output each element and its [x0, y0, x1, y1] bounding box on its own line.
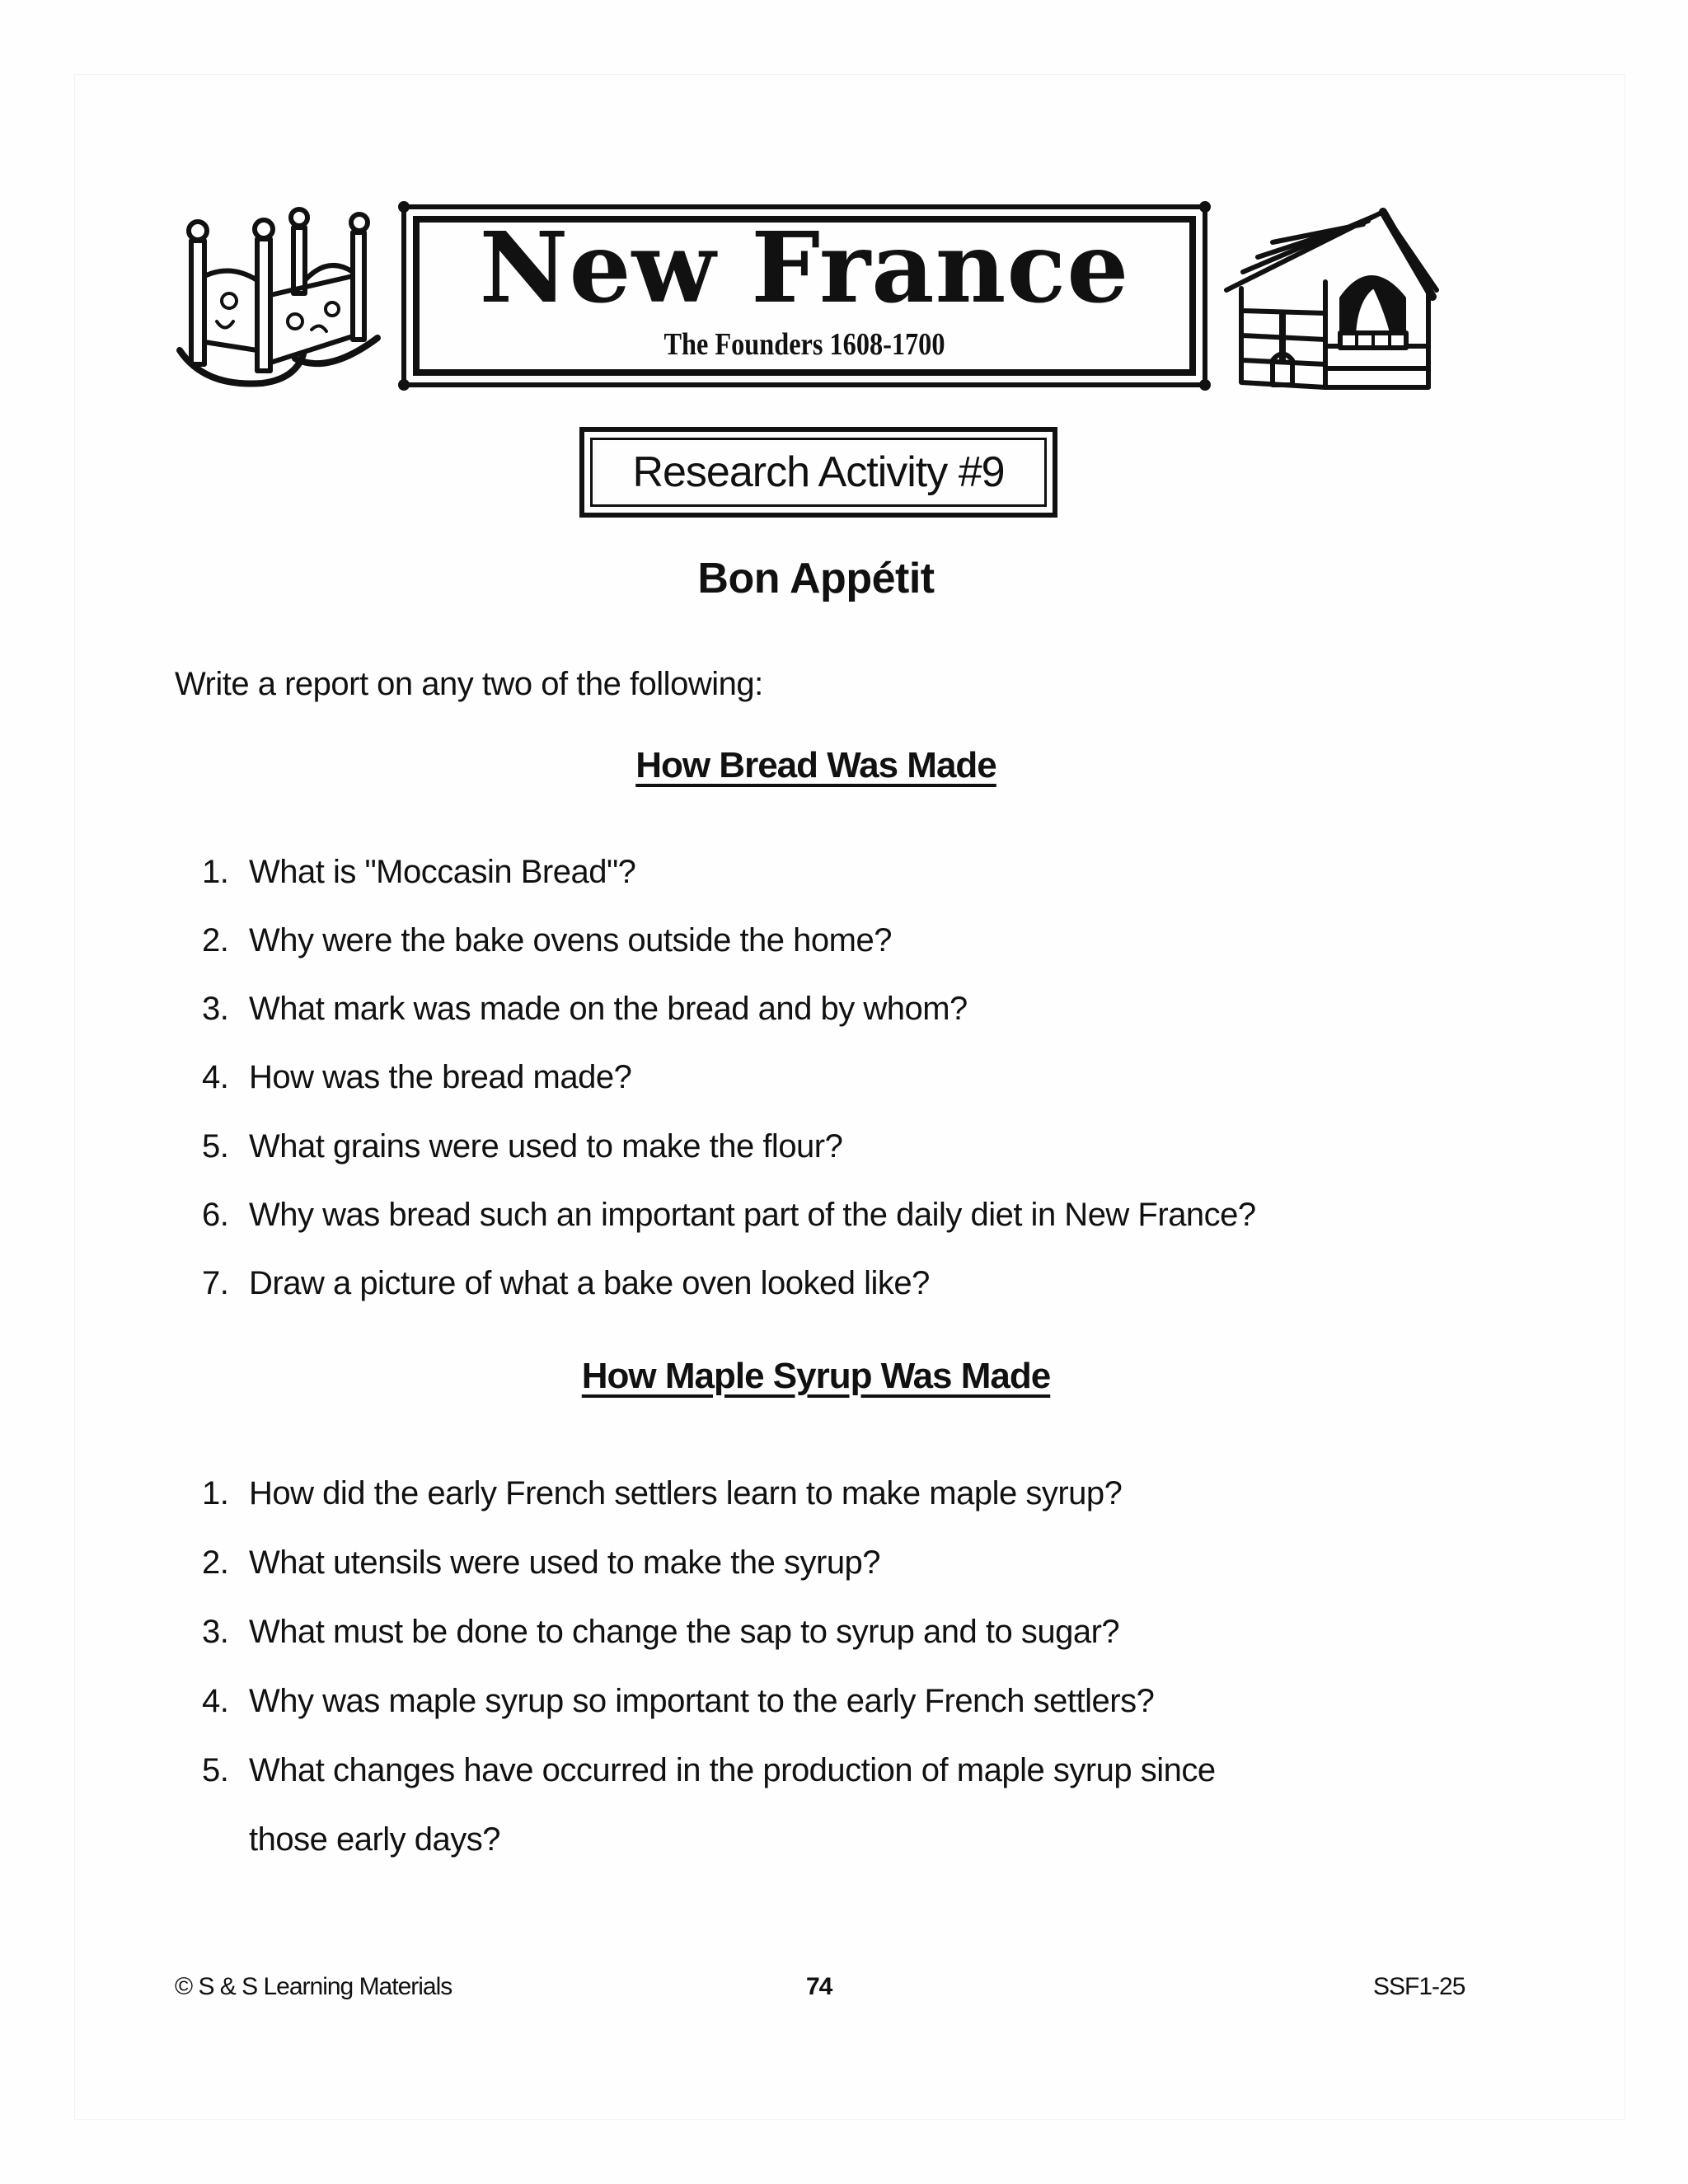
research-activity-label: Research Activity #9	[632, 448, 1005, 496]
item-text: How was the bread made?	[249, 1059, 632, 1095]
banner-corner-dot	[398, 201, 410, 213]
footer-page-number: 74	[806, 1973, 832, 2000]
item-number: 7.	[202, 1265, 229, 1301]
page-subtitle: The Founders 1608-1700	[663, 327, 945, 362]
instructions-text: Write a report on any two of the following:	[175, 666, 763, 702]
footer-code: SSF1-25	[1373, 1973, 1465, 2000]
item-text: What utensils were used to make the syrup?	[249, 1544, 881, 1581]
item-text: What mark was made on the bread and by whom?	[249, 991, 968, 1027]
item-number: 2.	[202, 1544, 229, 1581]
cradle-icon	[171, 198, 387, 389]
item-number: 3.	[202, 1614, 229, 1650]
item-number: 6.	[202, 1197, 229, 1233]
research-activity-inner	[590, 438, 1047, 507]
item-number: 1.	[202, 854, 229, 890]
item-text: Why was bread such an important part of the daily diet in New France?	[249, 1197, 1256, 1233]
item-number: 5.	[202, 1752, 229, 1788]
item-text: Draw a picture of what a bake oven looked like?	[249, 1265, 930, 1301]
item-number: 4.	[202, 1683, 229, 1719]
footer-copyright: © S & S Learning Materials	[175, 1973, 452, 2000]
item-text: Why were the bake ovens outside the home?	[249, 922, 892, 958]
section-heading-text: How Bread Was Made	[635, 745, 996, 785]
item-number: 4.	[202, 1059, 229, 1095]
banner-corner-dot	[398, 379, 410, 391]
banner-corner-dot	[1199, 379, 1211, 391]
item-text: What changes have occurred in the production of maple syrup since	[249, 1752, 1216, 1788]
page-title: New France	[479, 210, 1130, 325]
item-number: 1.	[202, 1475, 229, 1511]
item-text: What is "Moccasin Bread"?	[249, 854, 636, 890]
title-banner	[401, 204, 1207, 387]
section-heading-text: How Maple Syrup Was Made	[581, 1356, 1051, 1396]
section-heading-bread	[0, 745, 1632, 786]
item-number: 3.	[202, 991, 229, 1027]
banner-corner-dot	[1199, 201, 1211, 213]
research-activity-box	[579, 427, 1057, 518]
item-text: Why was maple syrup so important to the early French settlers?	[249, 1683, 1155, 1719]
item-text: What must be done to change the sap to syrup and to sugar?	[249, 1614, 1120, 1650]
item-text: How did the early French settlers learn to make maple syrup?	[249, 1475, 1123, 1511]
item-number: 2.	[202, 922, 229, 958]
section-heading-maple-syrup	[0, 1356, 1632, 1397]
item-number: 5.	[202, 1128, 229, 1165]
item-text: What grains were used to make the flour?	[249, 1128, 843, 1165]
activity-title: Bon Appétit	[697, 555, 935, 602]
item-text: those early days?	[249, 1821, 501, 1858]
bake-oven-icon	[1218, 199, 1446, 391]
